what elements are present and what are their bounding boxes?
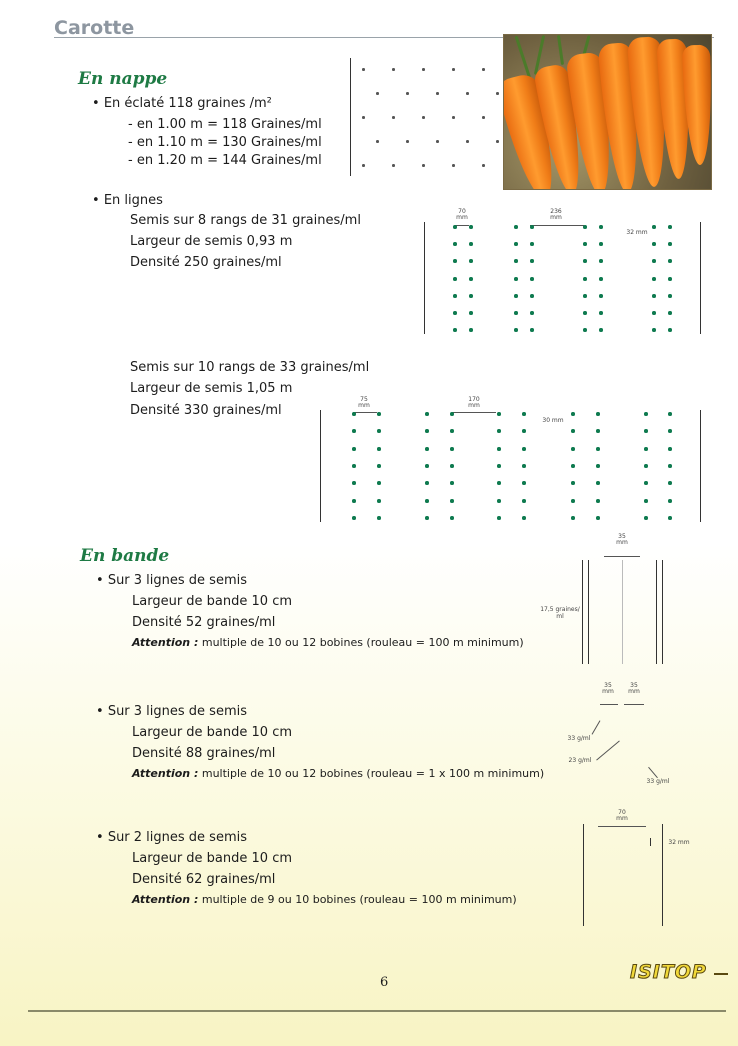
seed-dot bbox=[522, 499, 526, 503]
seed-dot bbox=[571, 464, 575, 468]
bdiag1-a-unit: mm bbox=[616, 539, 628, 546]
bdiag2-a-value: 35 bbox=[604, 682, 612, 689]
bdiag2-g2: 23 g/ml bbox=[568, 757, 592, 764]
seed-dot bbox=[466, 140, 469, 143]
diag1-c: 32 mm bbox=[626, 229, 648, 236]
seed-dot bbox=[668, 277, 672, 281]
seed-dot bbox=[376, 140, 379, 143]
seed-dot bbox=[530, 311, 534, 315]
seed-dot bbox=[596, 412, 600, 416]
seed-dot bbox=[450, 429, 454, 433]
seed-dot bbox=[450, 464, 454, 468]
seed-dot bbox=[392, 164, 395, 167]
diag2-b-unit: mm bbox=[468, 402, 480, 409]
seed-dot bbox=[514, 311, 518, 315]
seed-dot bbox=[644, 447, 648, 451]
lignes-b2-densite: Densité 330 graines/ml bbox=[130, 403, 282, 418]
seed-dot bbox=[497, 499, 501, 503]
seed-dot bbox=[599, 277, 603, 281]
seed-dot bbox=[668, 412, 672, 416]
seed-dot bbox=[392, 68, 395, 71]
seed-dot bbox=[469, 259, 473, 263]
section-heading-bande: En bande bbox=[80, 546, 170, 566]
seed-dot bbox=[482, 116, 485, 119]
seed-dot bbox=[571, 447, 575, 451]
lignes-b1-rangs: Semis sur 8 rangs de 31 graines/ml bbox=[130, 213, 361, 228]
page-number: 6 bbox=[380, 975, 389, 990]
seed-dot bbox=[668, 464, 672, 468]
bdiag2-a-unit: mm bbox=[602, 688, 614, 695]
seed-dot bbox=[652, 242, 656, 246]
seed-dot bbox=[599, 328, 603, 332]
seed-dot bbox=[469, 311, 473, 315]
seed-dot bbox=[644, 516, 648, 520]
seed-dot bbox=[514, 277, 518, 281]
bdiag3-a-unit: mm bbox=[616, 815, 628, 822]
seed-dot bbox=[377, 516, 381, 520]
seed-dot bbox=[530, 242, 534, 246]
seed-dot bbox=[450, 447, 454, 451]
diag2-a-unit: mm bbox=[358, 402, 370, 409]
seed-dot bbox=[453, 242, 457, 246]
seed-dot bbox=[571, 429, 575, 433]
seed-dot bbox=[522, 447, 526, 451]
seed-dot bbox=[644, 481, 648, 485]
bande-2-attention-text: multiple de 10 ou 12 bobines (rouleau = 1 x 100 m minimum) bbox=[198, 767, 545, 780]
nappe-line-1: - en 1.00 m = 118 Graines/ml bbox=[128, 117, 322, 132]
seed-dot bbox=[514, 328, 518, 332]
lignes-b1-largeur: Largeur de semis 0,93 m bbox=[130, 234, 293, 249]
diag1-b-value: 236 bbox=[550, 208, 562, 215]
seed-dot bbox=[452, 164, 455, 167]
seed-dot bbox=[450, 499, 454, 503]
seed-dot bbox=[599, 294, 603, 298]
logo-tail bbox=[714, 973, 728, 975]
seed-dot bbox=[583, 225, 587, 229]
seed-dot bbox=[497, 429, 501, 433]
bande-1-bullet: • Sur 3 lignes de semis bbox=[96, 572, 247, 590]
seed-dot bbox=[436, 140, 439, 143]
seed-dot bbox=[482, 164, 485, 167]
seed-dot bbox=[514, 259, 518, 263]
seed-dot bbox=[652, 259, 656, 263]
lignes-b2-largeur: Largeur de semis 1,05 m bbox=[130, 381, 293, 396]
seed-dot bbox=[362, 164, 365, 167]
seed-dot bbox=[392, 116, 395, 119]
nappe-eclate: • En éclaté 118 graines /m² bbox=[92, 95, 272, 113]
seed-dot bbox=[571, 499, 575, 503]
lignes-b1-densite: Densité 250 graines/ml bbox=[130, 255, 282, 270]
diag1-a-unit: mm bbox=[456, 214, 468, 221]
seed-dot bbox=[497, 464, 501, 468]
seed-dot bbox=[377, 464, 381, 468]
seed-dot bbox=[362, 68, 365, 71]
seed-dot bbox=[644, 464, 648, 468]
seed-dot bbox=[599, 225, 603, 229]
seed-dot bbox=[652, 277, 656, 281]
seed-dot bbox=[377, 481, 381, 485]
seed-dot bbox=[530, 277, 534, 281]
seed-dot bbox=[425, 516, 429, 520]
seed-dot bbox=[668, 294, 672, 298]
seed-dot bbox=[596, 447, 600, 451]
seed-dot bbox=[583, 328, 587, 332]
nappe-line-2: - en 1.10 m = 130 Graines/ml bbox=[128, 135, 322, 150]
seed-dot bbox=[668, 259, 672, 263]
seed-dot bbox=[644, 429, 648, 433]
seed-dot bbox=[425, 429, 429, 433]
seed-dot bbox=[522, 429, 526, 433]
seed-dot bbox=[406, 140, 409, 143]
bande-2-attention bbox=[132, 767, 544, 780]
seed-dot bbox=[522, 481, 526, 485]
seed-dot bbox=[599, 259, 603, 263]
seed-dot bbox=[453, 259, 457, 263]
seed-dot bbox=[496, 140, 499, 143]
seed-dot bbox=[583, 277, 587, 281]
seed-dot bbox=[362, 116, 365, 119]
seed-dot bbox=[514, 294, 518, 298]
diag2-a-value: 75 bbox=[360, 396, 368, 403]
bande-1-attention-text: multiple de 10 ou 12 bobines (rouleau = 100 m minimum) bbox=[198, 636, 524, 649]
seed-dot bbox=[571, 516, 575, 520]
seed-dot bbox=[422, 164, 425, 167]
seed-dot bbox=[522, 516, 526, 520]
seed-dot bbox=[352, 516, 356, 520]
bande-1-densite: Densité 52 graines/ml bbox=[132, 615, 276, 630]
bdiag2-b-unit: mm bbox=[628, 688, 640, 695]
seed-dot bbox=[425, 447, 429, 451]
bande-2-densite: Densité 88 graines/ml bbox=[132, 746, 276, 761]
seed-dot bbox=[450, 481, 454, 485]
seed-dot bbox=[668, 328, 672, 332]
seed-dot bbox=[450, 412, 454, 416]
seed-dot bbox=[469, 294, 473, 298]
bande-3-attention-label: Attention : bbox=[132, 893, 199, 906]
seed-dot bbox=[377, 412, 381, 416]
seed-dot bbox=[352, 464, 356, 468]
seed-dot bbox=[453, 225, 457, 229]
seed-dot bbox=[668, 499, 672, 503]
diag2-b-value: 170 bbox=[468, 396, 480, 403]
diag1-b-unit: mm bbox=[550, 214, 562, 221]
bande-1-attention bbox=[132, 636, 524, 649]
bdiag2-g3: 33 g/ml bbox=[646, 778, 670, 785]
seed-dot bbox=[583, 259, 587, 263]
seed-dot bbox=[406, 92, 409, 95]
seed-dot bbox=[652, 311, 656, 315]
seed-dot bbox=[530, 328, 534, 332]
seed-dot bbox=[668, 225, 672, 229]
diag1-a-value: 70 bbox=[458, 208, 466, 215]
seed-dot bbox=[668, 447, 672, 451]
seed-dot bbox=[469, 225, 473, 229]
seed-dot bbox=[453, 277, 457, 281]
bdiag1-side: 17,5 graines/ bbox=[540, 606, 580, 613]
seed-dot bbox=[644, 412, 648, 416]
seed-dot bbox=[352, 499, 356, 503]
seed-dot bbox=[514, 242, 518, 246]
bande-3-densite: Densité 62 graines/ml bbox=[132, 872, 276, 887]
seed-dot bbox=[522, 412, 526, 416]
seed-dot bbox=[452, 68, 455, 71]
bande-1-largeur: Largeur de bande 10 cm bbox=[132, 594, 292, 609]
seed-dot bbox=[596, 481, 600, 485]
lignes-bullet: • En lignes bbox=[92, 192, 163, 210]
carrot-photo bbox=[503, 34, 712, 190]
seed-dot bbox=[596, 516, 600, 520]
seed-dot bbox=[377, 447, 381, 451]
seed-dot bbox=[453, 294, 457, 298]
seed-dot bbox=[352, 429, 356, 433]
seed-dot bbox=[469, 277, 473, 281]
seed-dot bbox=[425, 412, 429, 416]
seed-dot bbox=[583, 294, 587, 298]
bande-3-largeur: Largeur de bande 10 cm bbox=[132, 851, 292, 866]
seed-dot bbox=[583, 311, 587, 315]
seed-dot bbox=[352, 447, 356, 451]
seed-dot bbox=[497, 412, 501, 416]
seed-dot bbox=[452, 116, 455, 119]
bande-1-attention-label: Attention : bbox=[132, 636, 199, 649]
seed-dot bbox=[596, 429, 600, 433]
seed-dot bbox=[652, 225, 656, 229]
seed-dot bbox=[644, 499, 648, 503]
seed-dot bbox=[436, 92, 439, 95]
nappe-line-3: - en 1.20 m = 144 Graines/ml bbox=[128, 153, 322, 168]
seed-dot bbox=[422, 116, 425, 119]
seed-dot bbox=[652, 294, 656, 298]
seed-dot bbox=[596, 499, 600, 503]
seed-dot bbox=[668, 242, 672, 246]
seed-dot bbox=[530, 294, 534, 298]
seed-dot bbox=[571, 481, 575, 485]
bdiag1-a-value: 35 bbox=[618, 533, 626, 540]
seed-dot bbox=[497, 447, 501, 451]
seed-dot bbox=[571, 412, 575, 416]
seed-dot bbox=[530, 225, 534, 229]
seed-dot bbox=[596, 464, 600, 468]
seed-dot bbox=[599, 242, 603, 246]
bande-3-bullet: • Sur 2 lignes de semis bbox=[96, 829, 247, 847]
seed-dot bbox=[668, 516, 672, 520]
seed-dot bbox=[352, 412, 356, 416]
seed-dot bbox=[496, 92, 499, 95]
section-heading-nappe: En nappe bbox=[78, 69, 168, 89]
seed-dot bbox=[583, 242, 587, 246]
seed-dot bbox=[514, 225, 518, 229]
footer-rule bbox=[28, 1010, 726, 1012]
brand-logo: ISITOP bbox=[630, 961, 707, 983]
seed-dot bbox=[652, 328, 656, 332]
seed-dot bbox=[482, 68, 485, 71]
seed-dot bbox=[522, 464, 526, 468]
seed-dot bbox=[450, 516, 454, 520]
seed-dot bbox=[425, 499, 429, 503]
seed-dot bbox=[453, 311, 457, 315]
seed-dot bbox=[599, 311, 603, 315]
seed-dot bbox=[453, 328, 457, 332]
seed-dot bbox=[377, 499, 381, 503]
seed-dot bbox=[497, 516, 501, 520]
seed-dot bbox=[530, 259, 534, 263]
diag2-c: 30 mm bbox=[542, 417, 564, 424]
seed-dot bbox=[377, 429, 381, 433]
lignes-b2-rangs: Semis sur 10 rangs de 33 graines/ml bbox=[130, 360, 370, 375]
bande-2-largeur: Largeur de bande 10 cm bbox=[132, 725, 292, 740]
bdiag1-side2: ml bbox=[556, 613, 564, 620]
bande-2-attention-label: Attention : bbox=[132, 767, 199, 780]
seed-dot bbox=[425, 481, 429, 485]
seed-dot bbox=[668, 311, 672, 315]
seed-dot bbox=[352, 481, 356, 485]
bande-3-attention-text: multiple de 9 ou 10 bobines (rouleau = 100 m minimum) bbox=[198, 893, 517, 906]
seed-dot bbox=[425, 464, 429, 468]
bdiag2-b-value: 35 bbox=[630, 682, 638, 689]
bdiag3-c: 32 mm bbox=[668, 839, 690, 846]
seed-dot bbox=[668, 429, 672, 433]
seed-dot bbox=[376, 92, 379, 95]
bdiag2-g1: 33 g/ml bbox=[567, 735, 591, 742]
seed-dot bbox=[497, 481, 501, 485]
page-title: Carotte bbox=[54, 17, 135, 39]
seed-dot bbox=[469, 328, 473, 332]
seed-dot bbox=[668, 481, 672, 485]
seed-dot bbox=[469, 242, 473, 246]
seed-dot bbox=[422, 68, 425, 71]
bande-2-bullet: • Sur 3 lignes de semis bbox=[96, 703, 247, 721]
seed-dot bbox=[466, 92, 469, 95]
bande-3-attention bbox=[132, 893, 517, 906]
bdiag3-a-value: 70 bbox=[618, 809, 626, 816]
